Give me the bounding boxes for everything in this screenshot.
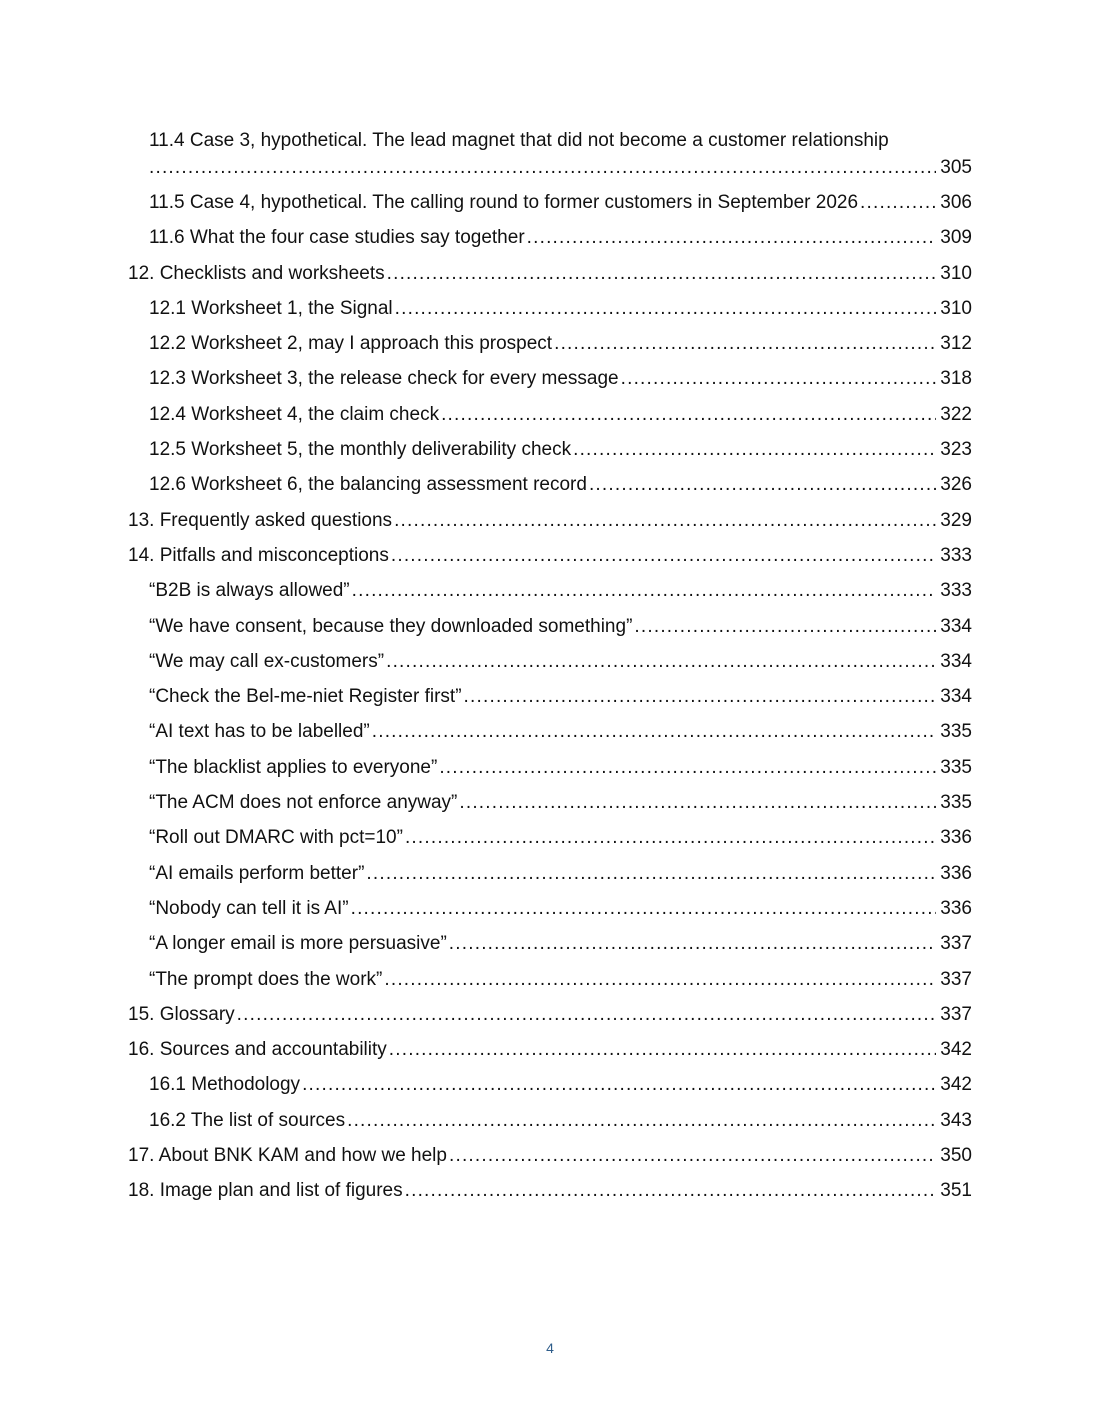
toc-dot-leader — [449, 929, 937, 959]
toc-entry[interactable] — [128, 612, 972, 647]
toc-entry-page-number: 310 — [940, 262, 972, 284]
toc-entry-title: 11.6 What the four case studies say together — [149, 227, 525, 249]
toc-entry[interactable] — [128, 1141, 972, 1176]
toc-dot-leader — [441, 400, 936, 430]
toc-entry-page-number: 336 — [940, 827, 972, 849]
toc-entry[interactable] — [128, 859, 972, 894]
toc-dot-leader — [391, 541, 936, 571]
toc-entry-page-number: 333 — [940, 544, 972, 566]
toc-entry-page-number: 326 — [940, 474, 972, 496]
toc-entry[interactable] — [128, 506, 972, 541]
toc-entry[interactable] — [128, 294, 972, 329]
toc-entry-page-number: 334 — [940, 615, 972, 637]
toc-entry[interactable] — [128, 541, 972, 576]
toc-entry-page-number: 337 — [940, 1003, 972, 1025]
toc-entry-page-number: 351 — [940, 1180, 972, 1202]
toc-entry-page-number: 322 — [940, 403, 972, 425]
toc-entry-title: 16.2 The list of sources — [149, 1109, 346, 1131]
toc-dot-leader — [439, 753, 936, 783]
toc-dot-leader — [302, 1070, 936, 1100]
toc-entry-page-number: 306 — [940, 192, 972, 213]
toc-entry-title: “The blacklist applies to everyone” — [149, 756, 438, 778]
toc-entry-title: 12.6 Worksheet 6, the balancing assessment record — [149, 474, 587, 496]
toc-dot-leader — [459, 788, 936, 818]
toc-dot-leader — [386, 647, 936, 677]
toc-entry-title: “We may call ex-customers” — [149, 650, 385, 672]
toc-entry-title: 12. Checklists and worksheets — [128, 262, 385, 284]
toc-entry-title: 11.4 Case 3, hypothetical. The lead magnet that did not become a customer relationship — [149, 130, 889, 151]
toc-entry-page-number: 342 — [940, 1074, 972, 1096]
toc-entry[interactable] — [128, 223, 972, 258]
toc-dot-leader — [860, 188, 936, 218]
toc-dot-leader — [527, 223, 937, 253]
toc-entry-title: “Roll out DMARC with pct=10” — [149, 827, 403, 849]
toc-dot-leader — [621, 364, 937, 394]
toc-entry-title: “AI text has to be labelled” — [149, 721, 370, 743]
toc-entry-title: 16. Sources and accountability — [128, 1039, 387, 1061]
toc-entry[interactable] — [128, 823, 972, 858]
toc-entry-page-number: 350 — [940, 1145, 972, 1167]
toc-entry-page-number: 323 — [940, 439, 972, 461]
toc-entry-title: 12.1 Worksheet 1, the Signal — [149, 297, 393, 319]
toc-entry[interactable] — [128, 717, 972, 752]
toc-entry[interactable] — [128, 1070, 972, 1105]
toc-entry[interactable] — [128, 1000, 972, 1035]
toc-entry-page-number: 333 — [940, 580, 972, 602]
toc-entry[interactable] — [128, 929, 972, 964]
footer-page-number: 4 — [546, 1340, 554, 1356]
toc-entry-page-number: 305 — [940, 157, 972, 178]
toc-dot-leader — [237, 1000, 937, 1030]
toc-entry-page-number: 335 — [940, 756, 972, 778]
toc-entry[interactable] — [128, 894, 972, 929]
toc-entry-page-number: 335 — [940, 721, 972, 743]
toc-dot-leader — [389, 1035, 937, 1065]
toc-entry-page-number: 337 — [940, 968, 972, 990]
toc-entry-title: 17. About BNK KAM and how we help — [128, 1145, 447, 1167]
toc-dot-leader — [573, 435, 936, 465]
toc-entry[interactable] — [128, 576, 972, 611]
toc-entry-title: 12.2 Worksheet 2, may I approach this prospect — [149, 333, 553, 355]
toc-entry[interactable] — [128, 682, 972, 717]
toc-entry[interactable] — [128, 788, 972, 823]
toc-entry[interactable] — [128, 470, 972, 505]
toc-dot-leader — [366, 859, 936, 889]
toc-entry-title: “AI emails perform better” — [149, 862, 365, 884]
toc-dot-leader — [554, 329, 936, 359]
toc-entry[interactable] — [128, 364, 972, 399]
toc-entry[interactable] — [128, 965, 972, 1000]
toc-dot-leader — [589, 470, 936, 500]
toc-dot-leader — [394, 506, 936, 536]
toc-entry[interactable] — [128, 400, 972, 435]
toc-dot-leader — [449, 1141, 936, 1171]
toc-entry[interactable] — [128, 647, 972, 682]
toc-entry[interactable] — [128, 753, 972, 788]
toc-dot-leader — [405, 823, 936, 853]
toc-entry-page-number: 342 — [940, 1039, 972, 1061]
toc-entry-title: 12.4 Worksheet 4, the claim check — [149, 403, 440, 425]
toc-entry[interactable] — [128, 435, 972, 470]
toc-entry-page-number: 312 — [940, 333, 972, 355]
toc-dot-leader — [351, 894, 937, 924]
toc-entry-title: 12.5 Worksheet 5, the monthly deliverability check — [149, 439, 572, 461]
toc-entry-title: 18. Image plan and list of figures — [128, 1180, 403, 1202]
toc-entry-page-number: 310 — [940, 297, 972, 319]
toc-dot-leader — [634, 612, 936, 642]
toc-entry-title: 15. Glossary — [128, 1003, 235, 1025]
toc-dot-leader — [405, 1176, 937, 1206]
toc-dot-leader — [372, 717, 937, 747]
toc-entry-page-number: 336 — [940, 897, 972, 919]
toc-entry-title: “We have consent, because they downloaded something” — [149, 615, 633, 637]
toc-entry-title: “B2B is always allowed” — [149, 580, 350, 602]
toc-dot-leader — [395, 294, 937, 324]
toc-entry[interactable] — [128, 188, 972, 223]
toc-entry-page-number: 337 — [940, 933, 972, 955]
toc-entry-page-number: 329 — [940, 509, 972, 531]
toc-entry-title: “Check the Bel-me-niet Register first” — [149, 686, 462, 708]
toc-entry-title: 13. Frequently asked questions — [128, 509, 393, 531]
toc-dot-leader — [384, 965, 936, 995]
toc-entry[interactable] — [128, 259, 972, 294]
toc-entry-page-number: 343 — [940, 1109, 972, 1131]
toc-entry-page-number: 335 — [940, 792, 972, 814]
toc-dot-leader — [387, 259, 937, 289]
toc-entry-page-number: 334 — [940, 650, 972, 672]
toc-dot-leader — [352, 576, 937, 606]
toc-entry-page-number: 309 — [940, 227, 972, 249]
toc-entry-title: 11.5 Case 4, hypothetical. The calling round to former customers in September 2026 — [149, 192, 859, 213]
toc-entry-title: “A longer email is more persuasive” — [149, 933, 447, 955]
toc-entry[interactable] — [128, 1176, 972, 1211]
toc-entry[interactable] — [128, 1035, 972, 1070]
toc-entry-page-number: 336 — [940, 862, 972, 884]
toc-entry-title: 12.3 Worksheet 3, the release check for every message — [149, 368, 619, 390]
toc-dot-leader — [464, 682, 937, 712]
toc-dot-leader — [149, 153, 936, 183]
toc-entry-title: “Nobody can tell it is AI” — [149, 897, 349, 919]
toc-entry-page-number: 318 — [940, 368, 972, 390]
toc-entry-title: “The ACM does not enforce anyway” — [149, 792, 458, 814]
toc-entry-title: 16.1 Methodology — [149, 1074, 301, 1096]
toc-entry-page-number: 334 — [940, 686, 972, 708]
toc-entry[interactable] — [128, 1106, 972, 1141]
toc-entry-title: 14. Pitfalls and misconceptions — [128, 544, 389, 566]
table-of-contents — [128, 126, 972, 1212]
toc-entry[interactable] — [128, 329, 972, 364]
toc-dot-leader — [347, 1106, 936, 1136]
toc-entry-title: “The prompt does the work” — [149, 968, 383, 990]
toc-entry[interactable] — [128, 126, 972, 188]
